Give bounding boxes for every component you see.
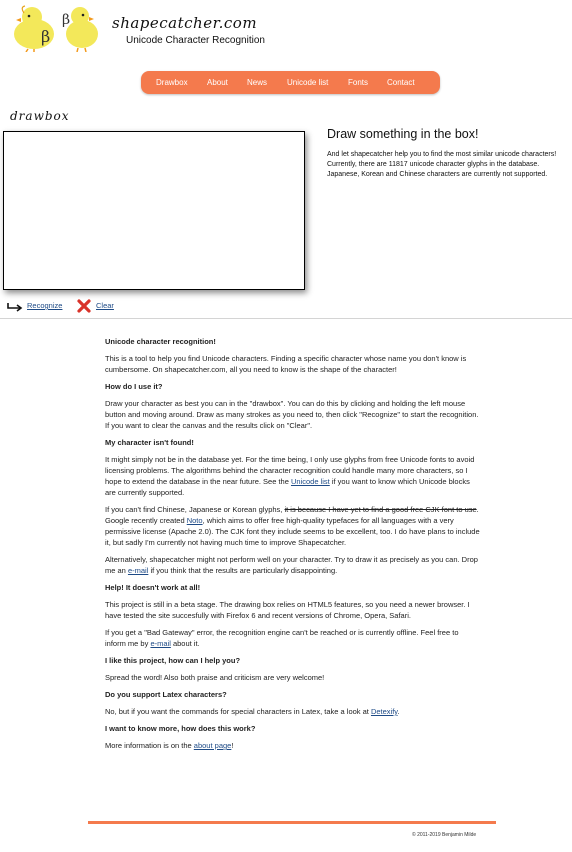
unicode-list-link[interactable]: Unicode list	[290, 477, 330, 486]
paragraph: This is a tool to help you find Unicode characters. Finding a specific character whose name you don't know is cumbersome. On shapecatcher.com, all you need to know is the shape of the character!	[105, 354, 467, 374]
detexify-link[interactable]: Detexify	[370, 707, 398, 716]
text: . Google recently created	[105, 505, 479, 525]
text: If you get a "Bad Gateway" error, the recognition engine can't be reached or is currently offline. Feel free to inform me by	[105, 628, 459, 648]
text: No, but if you want the commands for special characters in Latex, take a look at	[105, 707, 371, 716]
email-link[interactable]: e-mail	[127, 566, 149, 575]
intro-title: Draw something in the box!	[327, 127, 479, 141]
text: It might simply not be in the database yet. For the time being, I only use glyphs from free Unicode fonts to avoid licensing problems. The algorithms behind the character recognition could handle many more characters, so I hope to extend the database in the near future. See the	[105, 455, 475, 486]
site-tagline: Unicode Character Recognition	[126, 35, 265, 46]
about-page-link[interactable]: about page	[193, 741, 232, 750]
text: More information is on the	[105, 741, 194, 750]
paragraph	[105, 454, 480, 498]
drawing-canvas[interactable]	[3, 131, 305, 290]
clear-link[interactable]: Clear	[96, 301, 114, 310]
intro-line: Currently, there are 11817 unicode character glyphs in the database. Japanese, Korean and Chinese characters are currently not supported.	[327, 161, 548, 178]
drawbox-heading: drawbox	[10, 109, 70, 123]
section-heading: I like this project, how can I help you?	[105, 656, 241, 665]
email-link[interactable]: e-mail	[150, 639, 171, 648]
text: if you think that the results are particularly disappointing.	[148, 566, 338, 575]
nav-news[interactable]: News	[247, 78, 268, 87]
beta-glyph: β	[62, 12, 71, 28]
nav-contact[interactable]: Contact	[387, 78, 415, 87]
recognize-arrow-icon[interactable]	[5, 300, 23, 318]
section-heading: Do you support Latex characters?	[105, 690, 227, 699]
nav-drawbox[interactable]: Drawbox	[156, 78, 188, 87]
divider	[0, 318, 572, 319]
paragraph: This project is still in a beta stage. The drawing box relies on HTML5 features, so you need a newer browser. I have tested the site succesfully with Firefox 6 and recent versions of Chrome, Opera, Safari.	[105, 600, 470, 620]
nav-unicode-list[interactable]: Unicode list	[287, 78, 329, 87]
section-heading: I want to know more, how does this work?	[105, 724, 256, 733]
text: , which aims to offer free high-quality typefaces for all languages with a very permissive license (Apache 2.0). The CJK font they include seems to be excellent, too. I do have plans to include it, but sadly I'm currently not having much time to improve Shapecatcher.	[105, 516, 480, 547]
nav-about[interactable]: About	[207, 78, 228, 87]
text: !	[231, 741, 234, 750]
logo-chicks-image	[10, 4, 102, 52]
section-heading: Help! It doesn't work at all!	[105, 583, 201, 592]
text: Alternatively, shapecatcher might not perform well on your character. Try to draw it as precisely as you can. Drop me an	[105, 555, 478, 575]
paragraph	[105, 627, 480, 649]
paragraph: Spread the word! Also both praise and criticism are very welcome!	[105, 673, 325, 682]
paragraph	[105, 504, 480, 548]
nav-fonts[interactable]: Fonts	[348, 78, 369, 87]
paragraph	[105, 554, 480, 576]
beta-glyph: β	[41, 27, 51, 46]
text: .	[397, 707, 400, 716]
section-heading: Unicode character recognition!	[105, 337, 216, 346]
recognize-link[interactable]: Recognize	[27, 301, 63, 310]
text: if you want to know which Unicode blocks are currently supported.	[105, 477, 470, 497]
intro-text	[327, 150, 567, 180]
struck-text: it is because I have yet to find a good free CJK font to use	[284, 505, 477, 514]
site-name[interactable]: shapecatcher.com	[112, 14, 258, 32]
noto-link[interactable]: Noto	[186, 516, 203, 525]
paragraph: Draw your character as best you can in the "drawbox". You can do this by clicking and holding the left mouse button and moving around. Draw as many strokes as you need to, then click "Recognize" to start the recognition. If you want to clear the canvas and the results click on "Clear".	[105, 399, 479, 430]
paragraph	[105, 740, 480, 751]
intro-line: And let shapecatcher help you to find the most similar unicode characters!	[327, 151, 557, 158]
paragraph	[105, 706, 480, 717]
text: about it.	[170, 639, 200, 648]
faq-content	[105, 336, 480, 751]
main-navigation	[141, 71, 440, 94]
footer-bar	[88, 821, 496, 824]
footer-copyright: © 2011-2019 Benjamin Milde	[412, 832, 477, 838]
section-heading: My character isn't found!	[105, 438, 194, 447]
clear-x-icon[interactable]	[76, 298, 92, 319]
section-heading: How do I use it?	[105, 382, 163, 391]
text: If you can't find Chinese, Japanese or Korean glyphs,	[105, 505, 285, 514]
